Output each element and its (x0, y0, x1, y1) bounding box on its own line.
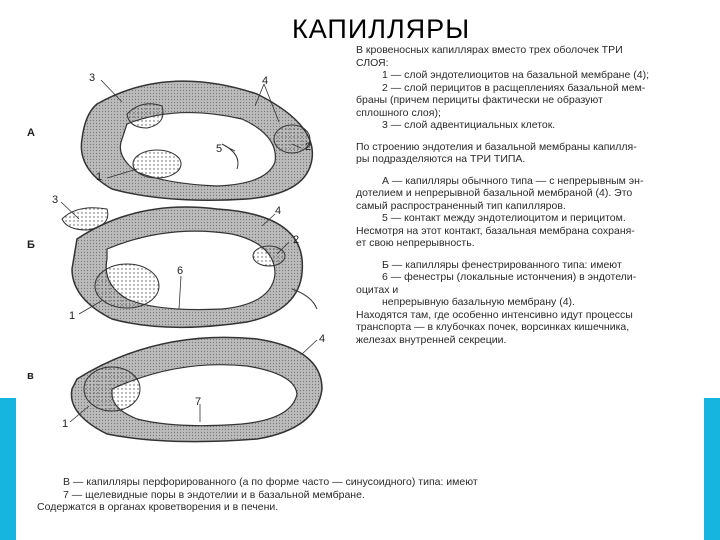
layer-2-cont: браны (причем перициты фактически не образуют (356, 94, 603, 106)
capillary-illustration (17, 44, 357, 484)
type-v-line: В — капилляры перфорированного (а по форме часто — синусоидного) типа: имеют (63, 476, 478, 488)
panel-label-a: А (27, 127, 35, 139)
slide-title: КАПИЛЛЯРЫ (292, 14, 471, 44)
layer-2: 2 — слой перицитов в расщеплениях базальной мем- (382, 81, 646, 94)
callout-1: 1 (62, 418, 69, 430)
capillary-v-drawing (71, 337, 322, 441)
accent-bar-left (0, 398, 16, 540)
type-b-location: железах внутренней секреции. (356, 333, 507, 346)
type-a-contact: 5 — контакт между эндотелиоцитом и перицитом. (382, 212, 626, 224)
callout-4: 4 (262, 75, 269, 87)
intro-line: СЛОЯ: (356, 56, 389, 69)
types-intro: По строению эндотелия и базальной мембраны капилля- (356, 140, 637, 153)
capillary-b-drawing (62, 207, 317, 327)
callout-5: 5 (216, 143, 223, 155)
type-v-description (37, 476, 517, 514)
callout-4: 4 (319, 333, 326, 345)
type-a-line: дотелием и непрерывной базальной мембраной (4). Это (356, 187, 633, 199)
panel-label-b: Б (27, 239, 35, 251)
type-b-line: непрерывную базальную мембрану (4). (382, 296, 575, 308)
type-v-pores: 7 — щелевидные поры в эндотелии и в базальной мембране. (63, 488, 365, 501)
type-a-line: А — капилляры обычного типа — с непрерывным эн- (382, 174, 644, 187)
type-b-line: Б — капилляры фенестрированного типа: имеют (382, 258, 622, 271)
scanned-page (17, 44, 703, 526)
callout-1: 1 (96, 171, 103, 183)
type-a-line: Несмотря на этот контакт, базальная мембрана сохраня- (356, 224, 635, 237)
layer-2-cont: сплошного слоя); (356, 106, 441, 119)
callout-2: 2 (293, 234, 300, 246)
panel-label-v: в (27, 370, 34, 382)
types-intro: ры подразделяются на ТРИ ТИПА. (356, 153, 526, 165)
layer-3: 3 — слой адвентициальных клеток. (382, 119, 556, 131)
capillary-a-drawing (81, 81, 312, 200)
type-a-line: самый распространенный тип капилляров. (356, 199, 566, 212)
callout-6: 6 (177, 265, 184, 277)
callout-3: 3 (89, 72, 96, 84)
callout-4: 4 (275, 205, 282, 217)
layers-description (356, 44, 704, 346)
accent-bar-right (704, 398, 720, 540)
type-v-location: Содержатся в органах кроветворения и в печени. (37, 501, 279, 513)
type-b-line: оцитах и (356, 283, 399, 296)
callout-7: 7 (195, 396, 202, 408)
intro-line: В кровеносных капиллярах вместо трех оболочек ТРИ (356, 44, 623, 56)
type-b-fenestra: 6 — фенестры (локальные истончения) в эндотели- (382, 271, 637, 283)
type-b-location: транспорта — в клубочках почек, ворсинках кишечника, (356, 321, 630, 333)
type-b-location: Находятся там, где особенно интенсивно идут процессы (356, 308, 633, 321)
callout-2: 2 (305, 141, 312, 153)
layer-1: 1 — слой эндотелиоцитов на базальной мембране (4); (382, 69, 649, 81)
callout-3: 3 (52, 194, 59, 206)
callout-1: 1 (69, 310, 76, 322)
type-a-line: ет свою непрерывность. (356, 237, 475, 249)
